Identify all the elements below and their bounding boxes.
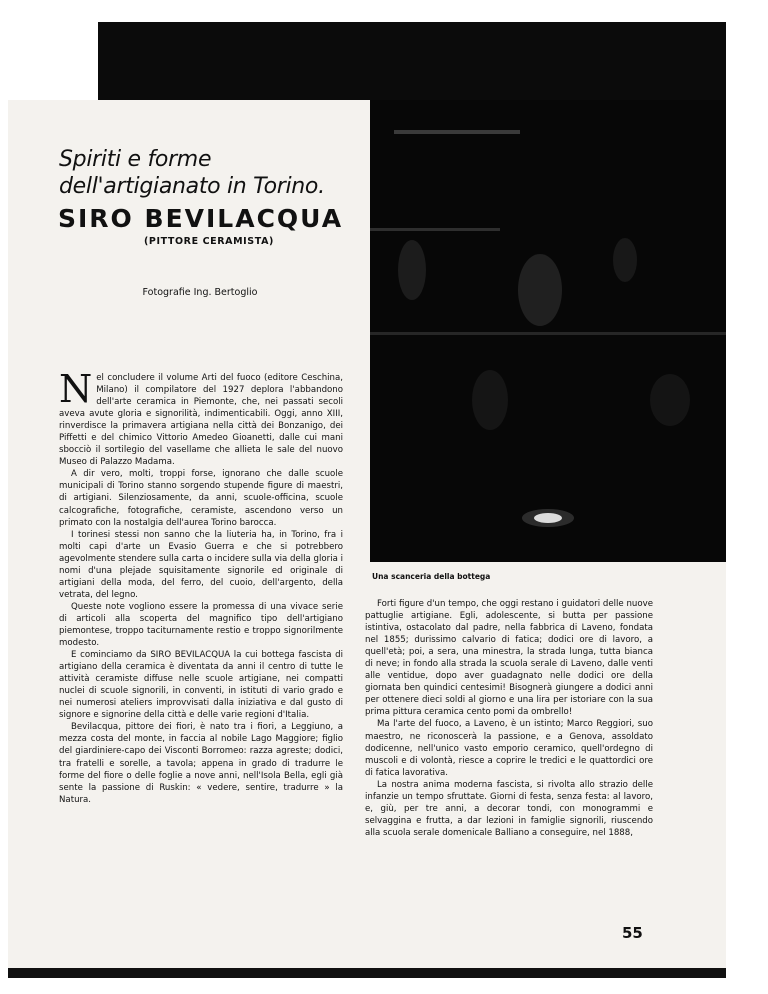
paragraph	[59, 367, 343, 468]
paragraph: A dir vero, molti, troppi forse, ignorano che dalle scuole municipali di Torino stanno sorgendo stupende figure di maestri, di artigiani. Silenziosamente, da anni, scuole-officina, scuole calcografiche, fotografiche, ceramiste, ascendono verso un primato con la nostalgia dell'aurea Torino barocca.	[59, 469, 343, 528]
artisan-profession: (PITTORE CERAMISTA)	[143, 236, 274, 247]
artisan-name: SIRO BEVILACQUA	[58, 204, 344, 233]
paragraph: Forti figure d'un tempo, che oggi restano i guidatori delle nuove pattuglie artigiane. Egli, adolescente, si butta per passione istintiva, ostacolato dal padre, nella fabbrica di Laveno, fondata nel 1855; durissimo calvario di fatica; dodici ore di lavoro, a quell'età; poi, a sera, una minestra, la strada lunga, tutta bianca di neve; in fondo alla strada la scuola serale di Laveno, dalle venti alle ventidue, dopo aver guadagnato nelle dodici ore della giornata ben quindici centesimi! Bisognerà giungere a dodici anni per ottenere dieci soldi al giorno e una lira per istoriare con la sua prima pittura ceramica cento pomi da ombrello!	[365, 599, 653, 718]
page-number: 55	[622, 924, 643, 942]
paragraph: La nostra anima moderna fascista, si rivolta allo strazio delle infanzie un tempo sfruttate. Giorni di festa, senza festa: al lavoro, e, giù, per tre anni, a decorar tondi, con monogrammi e selvaggina e frutta, a dar lezioni in famiglie signorili, riuscendo alla scuola serale domenicale Balliano a conseguire, nel 1888,	[365, 779, 653, 838]
paragraph: Bevilacqua, pittore dei fiori, è nato tra i fiori, a Leggiuno, a mezza costa del monte, in faccia al nobile Lago Maggiore; figlio del giardiniere-capo dei Visconti Borromeo: razza agreste; dodici, tra fratelli e sorelle, a tavola; appena in grado di tradurre le forme del fiore o delle foglie a nove anni, nell'Isola Bella, egli già sente la passione di Ruskin: « vedere, sentire, tradurre » la Natura.	[59, 722, 343, 805]
scan-bottom-edge	[8, 968, 726, 978]
workshop-photo	[370, 100, 726, 562]
paragraph: Ma l'arte del fuoco, a Laveno, è un istinto; Marco Reggiori, suo maestro, ne riconoscerà la passione, e a Genova, assoldato dodicenne, nell'unico vasto emporio ceramico, quell'ordegno di muscoli e di volontà, riesce a coprire le tredici e le quattordici ore di fatica lavorativa.	[365, 719, 653, 778]
photo-caption: Una scanceria della bottega	[372, 572, 491, 581]
workshop-shelf-image	[370, 100, 726, 562]
photo-credit: Fotografie Ing. Bertoglio	[142, 287, 258, 298]
drop-cap: N	[59, 367, 93, 411]
title-line-2: dell'artigianato in Torino.	[59, 174, 325, 199]
article-title	[59, 146, 359, 200]
title-line-1: Spiriti e forme	[59, 147, 212, 172]
paragraph: I torinesi stessi non sanno che la liuteria ha, in Torino, fra i molti capi d'arte un Evasio Guerra e che si potrebbero agevolmente stendere sulla carta o incidere sulla via della gloria i nomi d'una plejade squisitamente signorile ed originale di artigiani della moda, del ferro, del cuoio, dell'argento, della vetrata, del legno.	[59, 529, 343, 600]
paragraph: Queste note vogliono essere la promessa di una vivace serie di articoli alla scoperta del magnifico tipo dell'artigiano piemontese, troppo taciturnamente restio e troppo signorilmente modesto.	[59, 601, 343, 649]
right-column-text	[365, 598, 653, 839]
left-column-text	[59, 367, 343, 806]
paragraph: E cominciamo da SIRO BEVILACQUA la cui bottega fascista di artigiano della ceramica è diventata da anni il centro di tutte le attività ceramiste diffuse nelle scuole artigiane, nei compatti nuclei di scuole signorili, in conventi, in istituti di vario grado e nei numerosi ateliers improvvisati dalla iniziativa e dal gusto di signore e signorine della città e delle varie regioni d'Italia.	[59, 650, 343, 721]
paragraph-text: el concludere il volume Arti del fuoco (editore Ceschina, Milano) il compilatore del 1927 deplora l'abbandono dell'arte ceramica in Piemonte, che, nei passati secoli aveva avute gloria e signorilità, indimenticabili. Oggi, anno XIII, rinverdisce la primavera artigiana nella città dei Bonzanigo, dei Piffetti e del chimico Vittorio Amedeo Gioanetti, dalle cui mani sbocciò il sortilegio del vasellame che allieta le sale del nuovo Museo di Palazzo Madama.	[59, 373, 343, 468]
